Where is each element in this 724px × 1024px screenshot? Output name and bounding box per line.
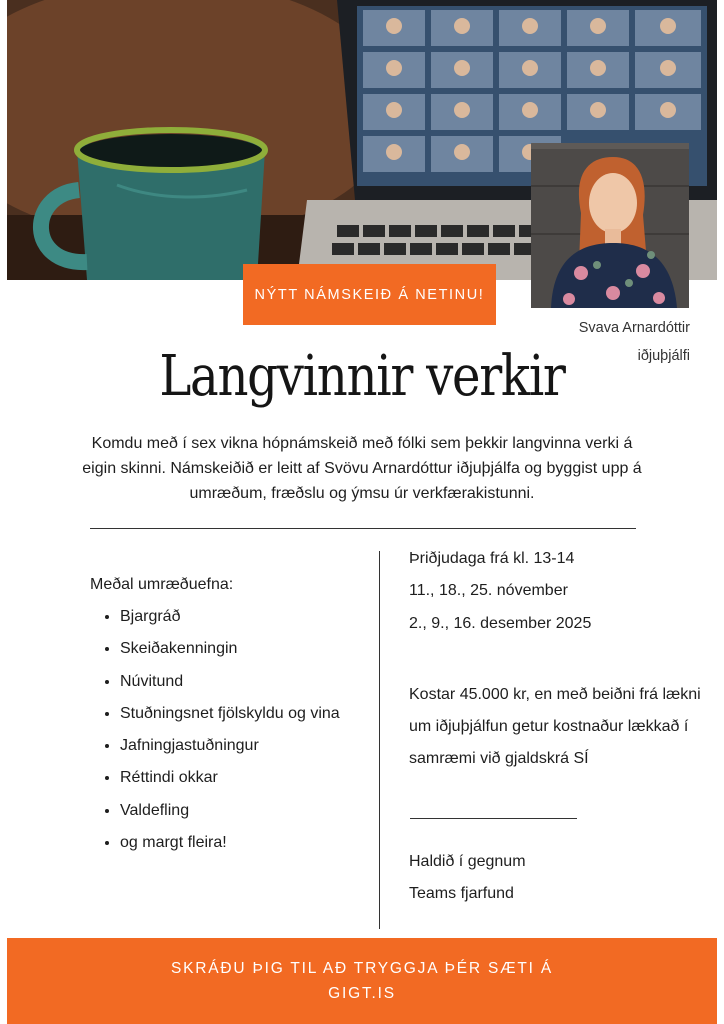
page-title: Langvinnir verkir [159,344,565,409]
instructor-name: Svava Arnardóttir [578,320,690,336]
list-item: • Valdefling [120,795,340,827]
list-item: • og margt fleira! [120,827,340,859]
instructor-photo [531,143,689,308]
instructor-portrait-illustration [531,143,689,308]
list-item: • Núvitund [120,666,340,698]
list-item: • Stuðningsnet fjölskyldu og vina [120,698,340,730]
location-line-1: Haldið í gegnum [409,853,526,870]
vertical-divider [379,551,380,929]
signup-text: SKRÁÐU ÞIG TIL AÐ TRYGGJA ÞÉR SÆTI Á [170,960,554,977]
list-item: • Réttindi okkar [120,762,340,794]
signup-link[interactable]: GIGT.IS [328,985,396,1002]
intro-paragraph: Komdu með í sex vikna hópnámskeið með fólki sem þekkir langvinna verki á eigin skinni. Námskeiðið er leitt af Svövu Arnardóttur iðjuþjálfa og byggist upp á umræðum, fræðslu og ýmsu úr verkfærakistunni. [82,435,642,502]
signup-footer [7,938,717,1024]
list-item: • Bjargráð [120,601,340,633]
topics-list [100,601,340,859]
topics-heading: Meðal umræðuefna: [90,576,234,593]
price-text: Kostar 45.000 kr, en með beiðni frá lækni um iðjuþjálfun getur kostnaður lækkað í samræmi við gjaldskrá SÍ [409,686,701,767]
short-divider [410,818,577,819]
instructor-role: iðjuþjálfi [637,348,690,364]
new-course-banner: NÝTT NÁMSKEIÐ Á NETINU! [243,264,496,325]
list-item: • Skeiðakenningin [120,633,340,665]
list-item: • Jafningjastuðningur [120,730,340,762]
schedule-dates-november: 11., 18., 25. nóvember [409,582,568,599]
schedule-dates-december: 2., 9., 16. desember 2025 [409,615,592,632]
location-line-2: Teams fjarfund [409,885,514,902]
schedule-time: Þriðjudaga frá kl. 13-14 [409,550,575,567]
horizontal-divider [90,528,636,529]
